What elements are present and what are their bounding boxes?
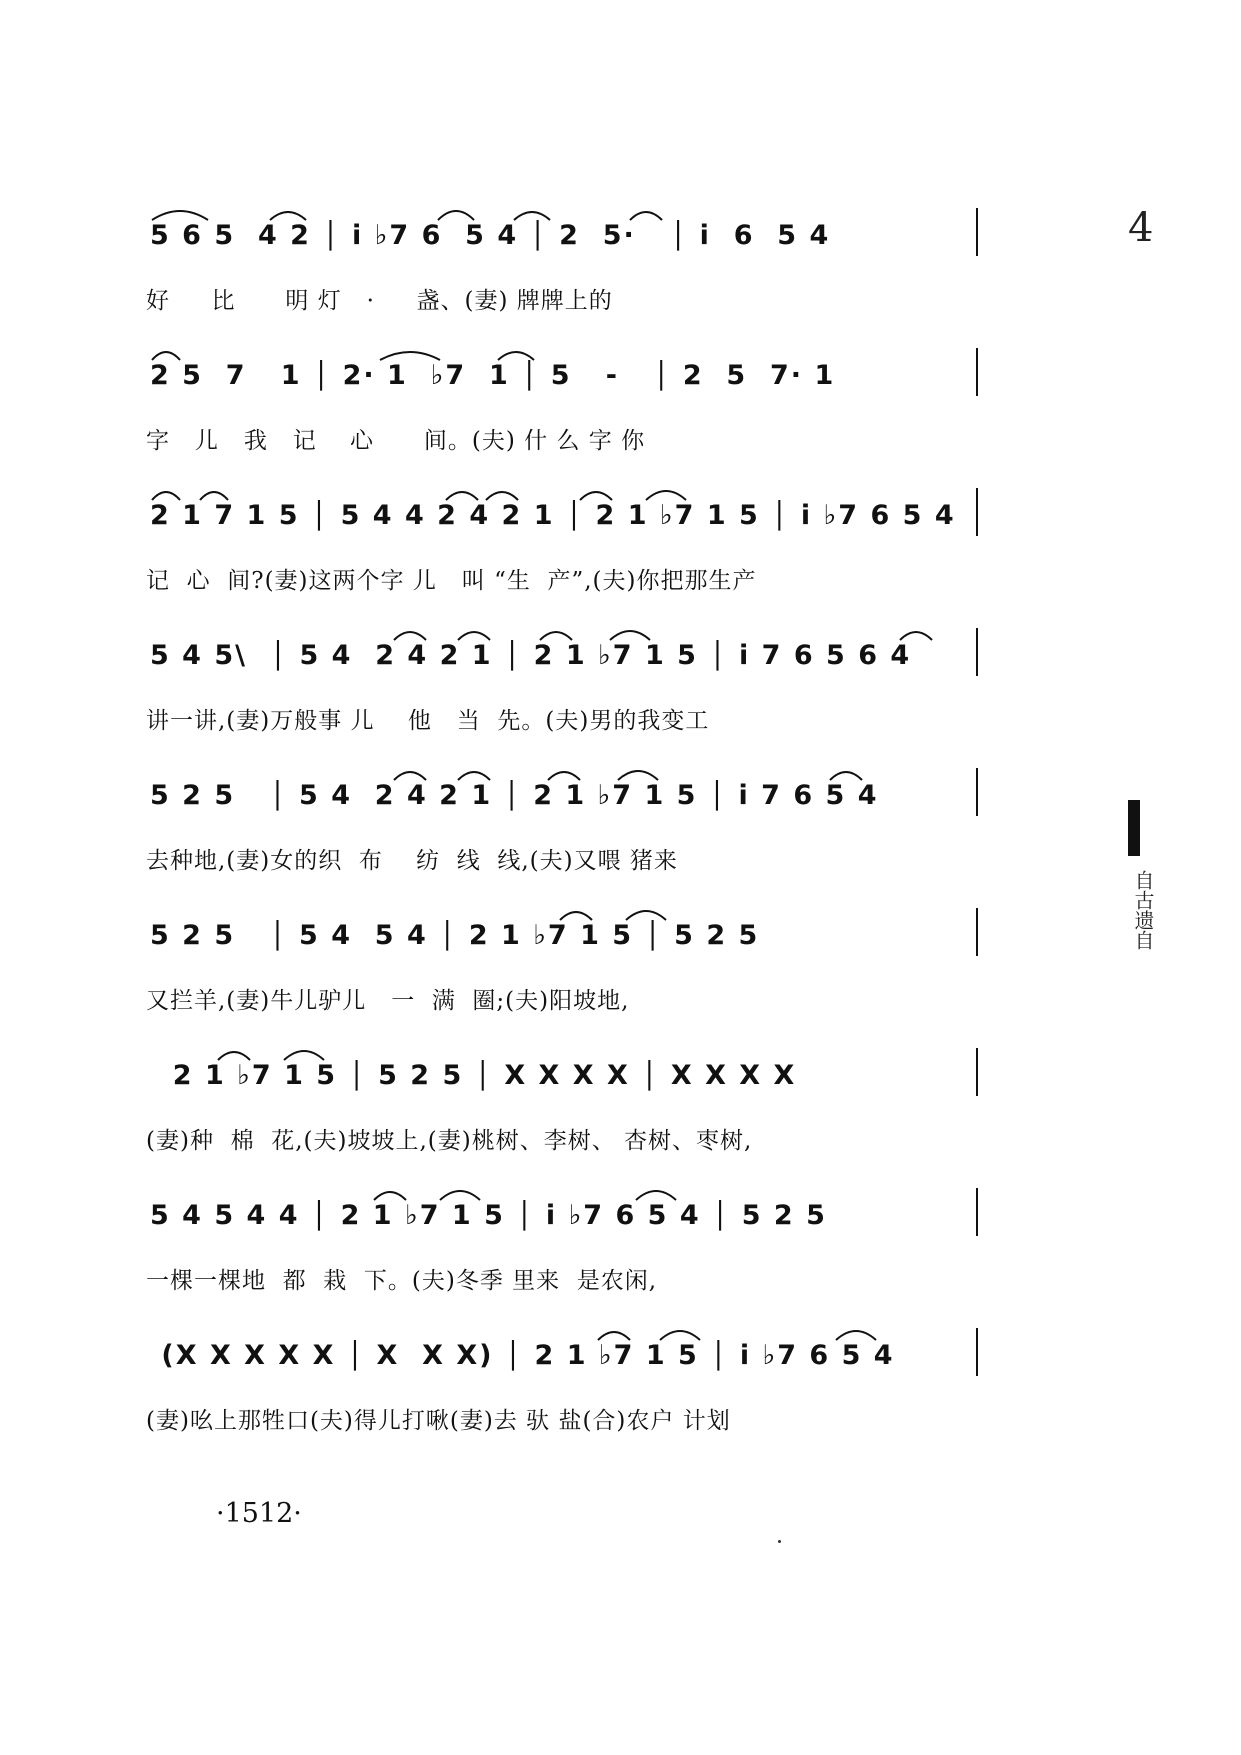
barline	[976, 208, 978, 256]
score-row-4	[0, 610, 1241, 734]
lyric-line: 好 比 明 灯 · 盏、(妻) 牌牌上的	[146, 288, 613, 314]
score-row-6	[0, 890, 1241, 1014]
lyric-line: (妻)种 棉 花,(夫)坡坡上,(妻)桃树、李树、 杏树、枣树,	[146, 1128, 753, 1154]
lyric-line: 去种地,(妻)女的织 布 纺 线 线,(夫)又喂 猪来	[146, 848, 678, 874]
notation-line: 5 2 5 │ 5 4 2 4 2 1 │ 2 1 ♭7 1 5 │ i 7 6 5 4	[150, 780, 879, 811]
notation-line: (X X X X X │ X X X) │ 2 1 ♭7 1 5 │ i ♭7 6 5 4	[150, 1340, 895, 1371]
corner-mark: 4	[1128, 205, 1154, 251]
page-number: ·1512·	[216, 1498, 302, 1529]
lyric-line: 字 儿 我 记 心 间。(夫) 什 么 字 你	[146, 428, 646, 454]
notation-line: 5 4 5 4 4 │ 2 1 ♭7 1 5 │ i ♭7 6 5 4 │ 5 2 5	[150, 1200, 827, 1231]
barline	[976, 1188, 978, 1236]
barline	[976, 488, 978, 536]
lyric-line: (妻)吆上那牲口(夫)得儿打啾(妻)去 驮 盐(合)农户 计划	[146, 1408, 731, 1434]
lyric-line: 记 心 间?(妻)这两个字 儿 叫 “生 产”,(夫)你把那生产	[146, 568, 757, 594]
notation-line: 5 6 5 4 2 │ i ♭7 6 5 4 │ 2 5· │ i 6 5 4	[150, 220, 831, 251]
score-row-7	[0, 1030, 1241, 1154]
score-row-8	[0, 1170, 1241, 1294]
score-row-3	[0, 470, 1241, 594]
barline	[976, 348, 978, 396]
score-row-5	[0, 750, 1241, 874]
score-row-2	[0, 330, 1241, 454]
barline	[976, 1048, 978, 1096]
notation-line: 5 2 5 │ 5 4 5 4 │ 2 1 ♭7 1 5 │ 5 2 5	[150, 920, 760, 951]
lyric-line: 讲一讲,(妻)万般事 儿 他 当 先。(夫)男的我变工	[146, 708, 710, 734]
notation-line: 2 5 7 1 │ 2· 1 ♭7 1 │ 5 - │ 2 5 7· 1	[150, 360, 836, 391]
notation-line: 2 1 ♭7 1 5 │ 5 2 5 │ X X X X │ X X X X	[150, 1060, 797, 1091]
barline	[976, 908, 978, 956]
barline	[976, 768, 978, 816]
score-row-1	[0, 190, 1241, 314]
notation-line: 5 4 5\ │ 5 4 2 4 2 1 │ 2 1 ♭7 1 5 │ i 7 6 5 6 4	[150, 640, 912, 671]
barline	[976, 628, 978, 676]
notation-line: 2 1 7 1 5 │ 5 4 4 2 4 2 1 │ 2 1 ♭7 1 5 │ i ♭7 6 5 4	[150, 500, 956, 531]
side-label: 自古遗自	[1131, 870, 1155, 950]
score-row-9	[0, 1310, 1241, 1434]
lyric-line: 又拦羊,(妻)牛儿驴儿 一 满 圈;(夫)阳坡地,	[146, 988, 630, 1014]
lyric-line: 一棵一棵地 都 栽 下。(夫)冬季 里来 是农闲,	[146, 1268, 658, 1294]
barline	[976, 1328, 978, 1376]
stray-dot	[778, 1540, 781, 1543]
